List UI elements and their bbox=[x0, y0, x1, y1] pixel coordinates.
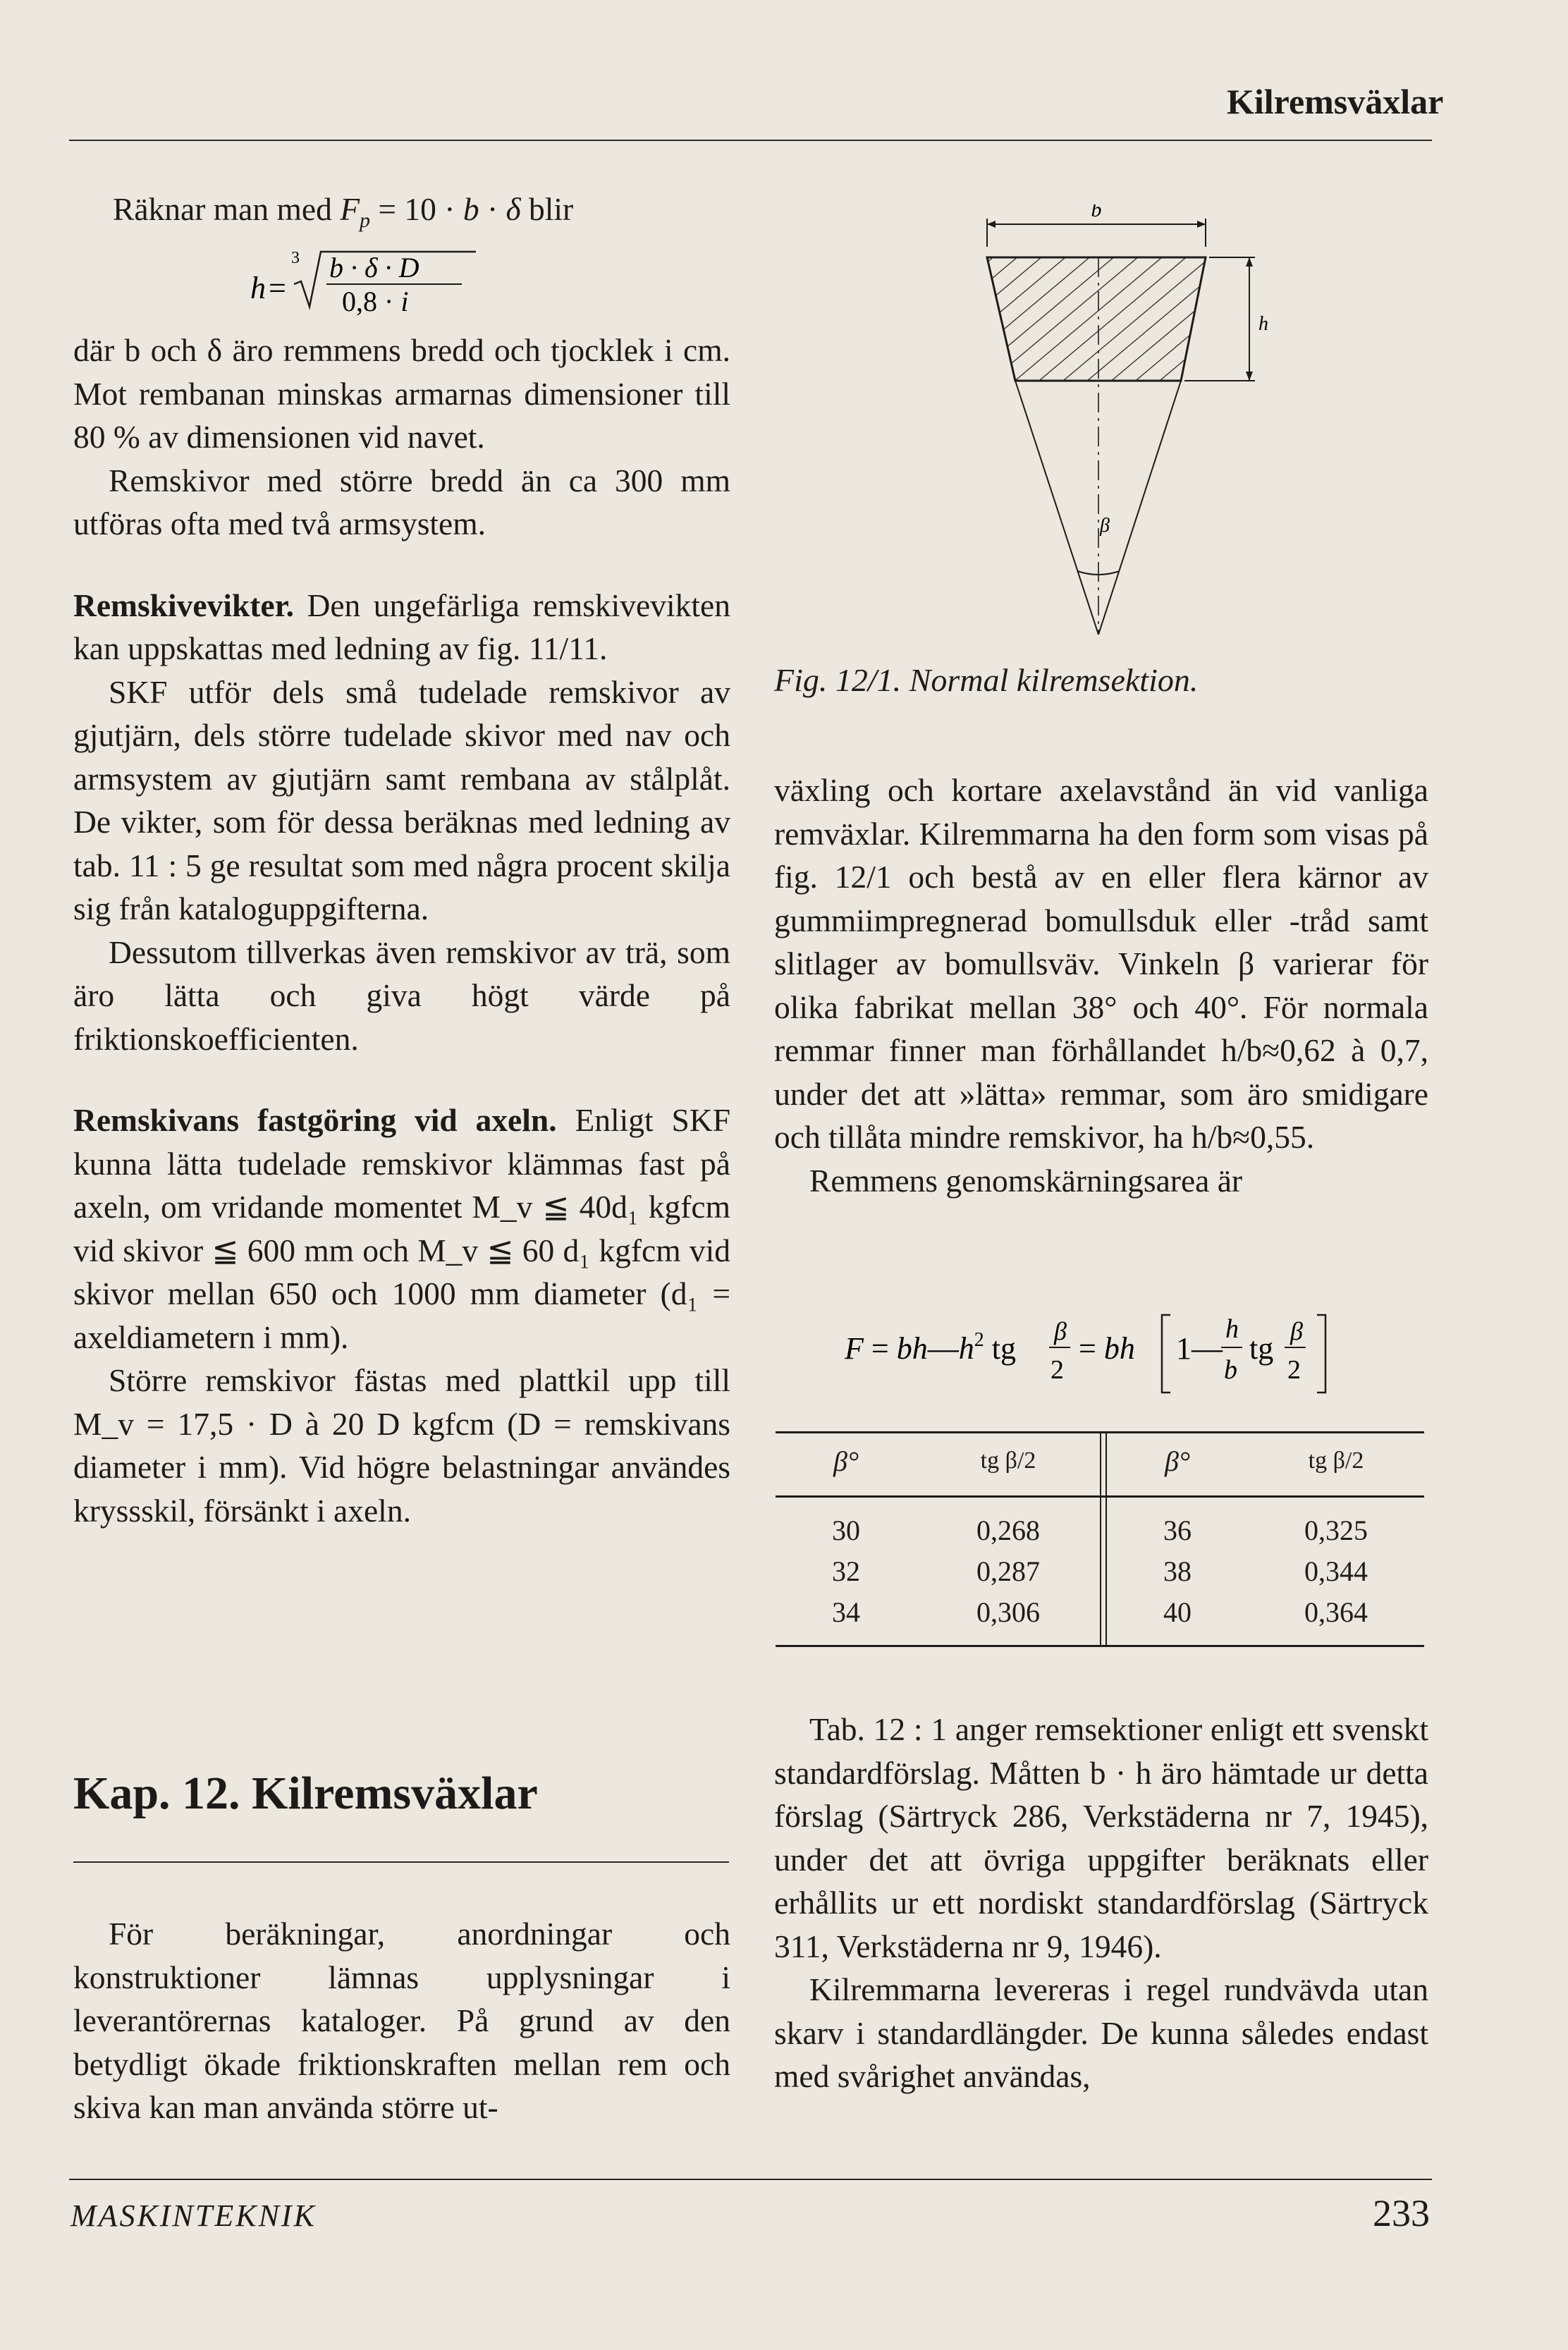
svg-text:3: 3 bbox=[291, 249, 300, 267]
table-header-row bbox=[776, 1440, 1100, 1481]
table-header-cell: tg β/2 bbox=[1308, 1448, 1364, 1474]
table-left bbox=[776, 1440, 1100, 1632]
table-row bbox=[1107, 1510, 1424, 1550]
figure-label-beta: β bbox=[1100, 515, 1110, 537]
svg-text:tg: tg bbox=[1249, 1331, 1274, 1366]
chapter-number: Kap. 12. bbox=[73, 1768, 240, 1819]
figure-12-1 bbox=[959, 204, 1269, 642]
svg-text:0,8 · i: 0,8 · i bbox=[342, 286, 409, 317]
svg-text:F = bh—h2 tg: $F = bh—h^2$ tg bbox=[845, 1329, 1016, 1366]
table-row bbox=[1107, 1550, 1424, 1591]
table-cell: 34 bbox=[832, 1596, 860, 1628]
table-header-cell: β° bbox=[1165, 1445, 1190, 1477]
svg-text:=: = bbox=[269, 271, 286, 305]
svg-text:h: h bbox=[1225, 1314, 1239, 1344]
paragraph: växling och kortare axelavstånd än vid vanliga remväxlar. Kilremmarna ha den form som visas på fig. 12/1 och bestå av en eller flera kärnor av gummiimpregnerad bomullsduk eller -tråd samt slitlager av bomullsväv. Vinkeln β varierar för olika fabrikat mellan 38° och 40°. För normala remmar finner man förhållandet h/b≈0,62 à 0,7, under det att »lätta» remmar, som äro smidigare och tillåta mindre remskivor, ha h/b≈0,55. bbox=[774, 772, 1428, 1155]
table-cell: 0,306 bbox=[976, 1596, 1040, 1628]
table-header-cell: β° bbox=[833, 1445, 859, 1477]
paragraph: Tab. 12 : 1 anger remsektioner enligt ett svenskt standardförslag. Måtten b · h äro hämtade ur detta förslag (Särtryck 286, Verkstäderna nr 7, 1945), under det att övriga uppgifter beräknats eller erhållits ur ett nordiskt standardförslag (Särtryck 311, Verkstäderna nr 9, 1946). bbox=[774, 1711, 1428, 1964]
table-cell: 30 bbox=[832, 1514, 860, 1546]
table-cell: 0,268 bbox=[976, 1514, 1040, 1546]
formula-intro: Räknar man med $F_p = 10 \cdot b \cdot \delta$ blir bbox=[113, 191, 574, 233]
table-cell: 38 bbox=[1163, 1555, 1192, 1587]
table-header-cell: tg β/2 bbox=[980, 1448, 1036, 1474]
chapter-rule bbox=[73, 1861, 729, 1863]
section-heading: Remskivans fastgöring vid axeln. bbox=[73, 1102, 557, 1138]
table-cell: 0,325 bbox=[1304, 1514, 1368, 1546]
chapter-heading bbox=[73, 1767, 538, 1820]
figure-label-b: b bbox=[1091, 204, 1102, 221]
table-cell: 0,364 bbox=[1304, 1596, 1368, 1628]
table-divider bbox=[1100, 1433, 1107, 1645]
svg-text:b: b bbox=[1224, 1355, 1237, 1385]
svg-text:= bh: = bh bbox=[1079, 1331, 1135, 1366]
table-cell: 32 bbox=[832, 1555, 860, 1587]
right-column-top bbox=[774, 769, 1428, 1202]
left-column-bottom bbox=[73, 1912, 730, 2129]
page-number: 233 bbox=[1373, 2192, 1430, 2234]
beta-table bbox=[776, 1431, 1424, 1647]
svg-text:b · δ · D: b · δ · D bbox=[329, 252, 419, 283]
table-cell: 0,344 bbox=[1304, 1555, 1368, 1587]
right-column-bottom bbox=[774, 1708, 1428, 2098]
table-row bbox=[776, 1510, 1100, 1550]
section-heading: Remskivevikter. bbox=[73, 587, 294, 623]
running-head: Kilremsväxlar bbox=[1227, 82, 1444, 121]
table-header-row bbox=[1107, 1440, 1424, 1481]
formula-F bbox=[839, 1301, 1375, 1407]
svg-text:h: h bbox=[250, 271, 266, 305]
paragraph: SKF utför dels små tudelade remskivor av gjutjärn, dels större tudelade skivor med nav och armsystem av gjutjärn samt rembana av stålplåt. De vikter, som för dessa beräknas med ledning av tab. 11 : 5 ge resultat som med några procent skilja sig från kataloguppgifterna. bbox=[73, 673, 730, 926]
left-column-top bbox=[73, 329, 730, 1532]
formula-h bbox=[250, 243, 483, 317]
journal-name: MASKINTEKNIK bbox=[71, 2198, 317, 2233]
paragraph: Remskivor med större bredd än ca 300 mm utföras ofta med två armsystem. bbox=[73, 462, 730, 541]
svg-text:2: 2 bbox=[1051, 1355, 1064, 1385]
header-rule bbox=[69, 140, 1432, 141]
paragraph: där b och δ äro remmens bredd och tjocklek i cm. Mot rembanan minskas armarnas dimensioner till 80 % av dimensionen vid navet. bbox=[73, 332, 730, 455]
paragraph: Den ungefärliga remskivevikten kan uppskattas med ledning av fig. 11/11. bbox=[73, 587, 730, 666]
table-right bbox=[1107, 1440, 1424, 1632]
paragraph: Större remskivor fästas med plattkil upp till M_v = 17,5 · D à 20 D kgfcm (D = remskivans diameter i mm). Vid högre belastningar användes kryssskil, försänkt i axeln. bbox=[73, 1362, 730, 1529]
chapter-title: Kilremsväxlar bbox=[252, 1768, 538, 1819]
paragraph: För beräkningar, anordningar och konstruktioner lämnas upplysningar i leverantörernas kataloger. På grund av den betydligt ökade friktionskraften mellan rem och skiva kan man använda större ut- bbox=[73, 1916, 730, 2125]
table-cell: 36 bbox=[1163, 1514, 1192, 1546]
figure-caption: Fig. 12/1. Normal kilremsektion. bbox=[774, 662, 1199, 698]
svg-text:2: 2 bbox=[1287, 1355, 1301, 1385]
paragraph: Enligt SKF kunna lätta tudelade remskivor klämmas fast på axeln, om vridande momentet M_v ≦ 40d₁ kgfcm vid skivor ≦ 600 mm och M_v ≦ 60 d₁ kgfcm vid skivor mellan 650 och 1000 mm diameter (d₁ = axeldiametern i mm). bbox=[73, 1102, 731, 1355]
paragraph: Kilremmarna levereras i regel rundvävda utan skarv i standardlängder. De kunna således endast med svårighet användas, bbox=[774, 1971, 1428, 2094]
paragraph: Dessutom tillverkas även remskivor av trä, som äro lätta och giva högt värde på friktionskoefficienten. bbox=[73, 934, 730, 1057]
table-row bbox=[776, 1591, 1100, 1632]
table-cell: 0,287 bbox=[976, 1555, 1040, 1587]
svg-text:β: β bbox=[1054, 1317, 1067, 1345]
footer-rule bbox=[69, 2179, 1432, 2180]
svg-text:β: β bbox=[1290, 1317, 1303, 1345]
paragraph: Remmens genomskärningsarea är bbox=[809, 1162, 1243, 1199]
table-cell: 40 bbox=[1163, 1596, 1192, 1628]
svg-text:1—: 1— bbox=[1176, 1331, 1223, 1366]
table-row bbox=[776, 1550, 1100, 1591]
figure-label-h: h bbox=[1258, 313, 1268, 335]
table-row bbox=[1107, 1591, 1424, 1632]
